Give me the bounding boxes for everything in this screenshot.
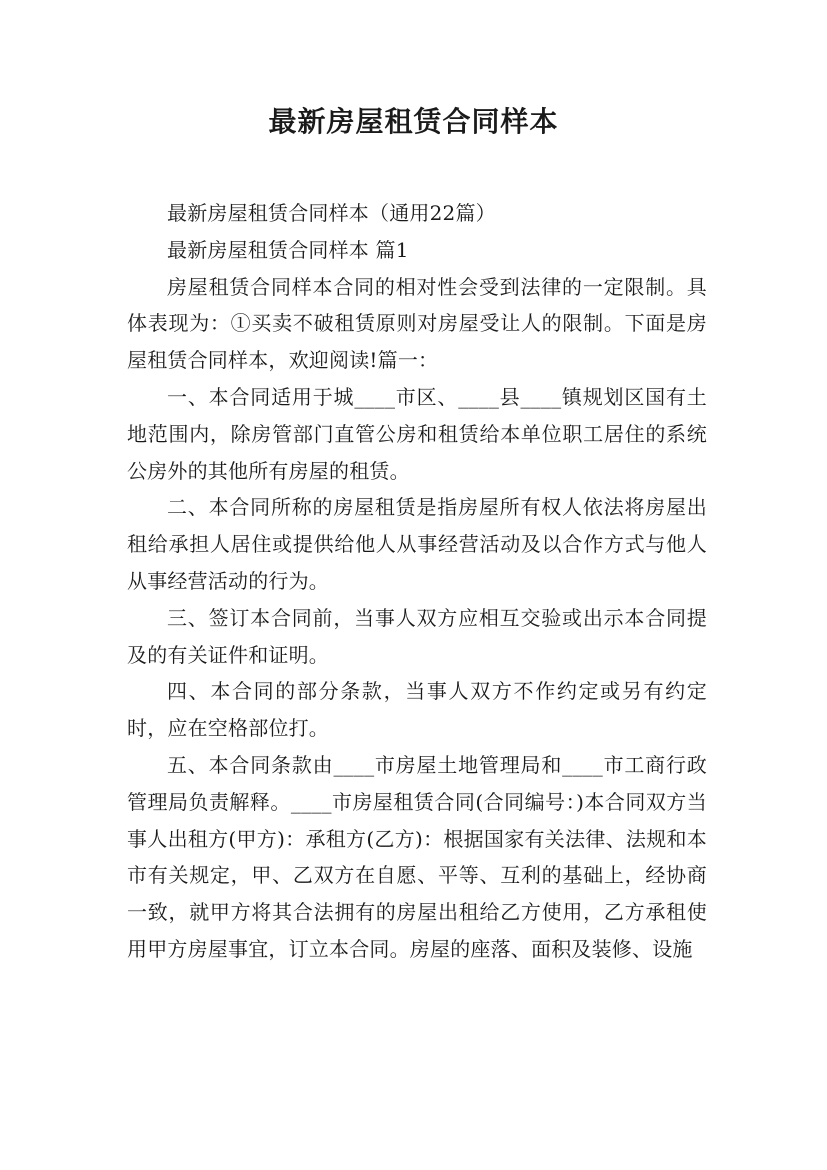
document-body bbox=[127, 195, 707, 968]
section-heading: 最新房屋租赁合同样本 篇1 bbox=[167, 237, 409, 262]
clause-paragraph: 一、本合同适用于城____市区、____县____镇规划区国有土地范围内，除房管部门直管公房和租赁给本单位职工居住的系统公房外的其他所有房屋的租赁。 bbox=[127, 384, 707, 483]
intro-paragraph: 房屋租赁合同样本合同的相对性会受到法律的一定限制。具体表现为：①买卖不破租赁原则对房屋受让人的限制。下面是房屋租赁合同样本，欢迎阅读!篇一： bbox=[127, 274, 707, 373]
subtitle-paragraph: 最新房屋租赁合同样本（通用22篇） bbox=[167, 201, 496, 225]
clause-paragraph: 二、本合同所称的房屋租赁是指房屋所有权人依法将房屋出租给承担人居住或提供给他人从事经营活动及以合作方式与他人从事经营活动的行为。 bbox=[127, 495, 707, 593]
clause-paragraph: 五、本合同条款由____市房屋土地管理局和____市工商行政管理局负责解释。____市房屋租赁合同(合同编号：)本合同双方当事人出租方(甲方)：承租方(乙方)：根据国家有关法律、法规和本市有关规定，甲、乙双方在自愿、平等、互利的基础上，经协商一致，就甲方将其合法拥有的房屋出租给乙方使用，乙方承租使用甲方房屋事宜，订立本合同。房屋的座落、面积及装修、设施 bbox=[127, 752, 707, 961]
document-title: 最新房屋租赁合同样本 bbox=[268, 105, 559, 138]
clause-paragraph: 四、本合同的部分条款，当事人双方不作约定或另有约定时，应在空格部位打。 bbox=[127, 679, 707, 741]
clause-paragraph: 三、签订本合同前，当事人双方应相互交验或出示本合同提及的有关证件和证明。 bbox=[127, 605, 707, 667]
